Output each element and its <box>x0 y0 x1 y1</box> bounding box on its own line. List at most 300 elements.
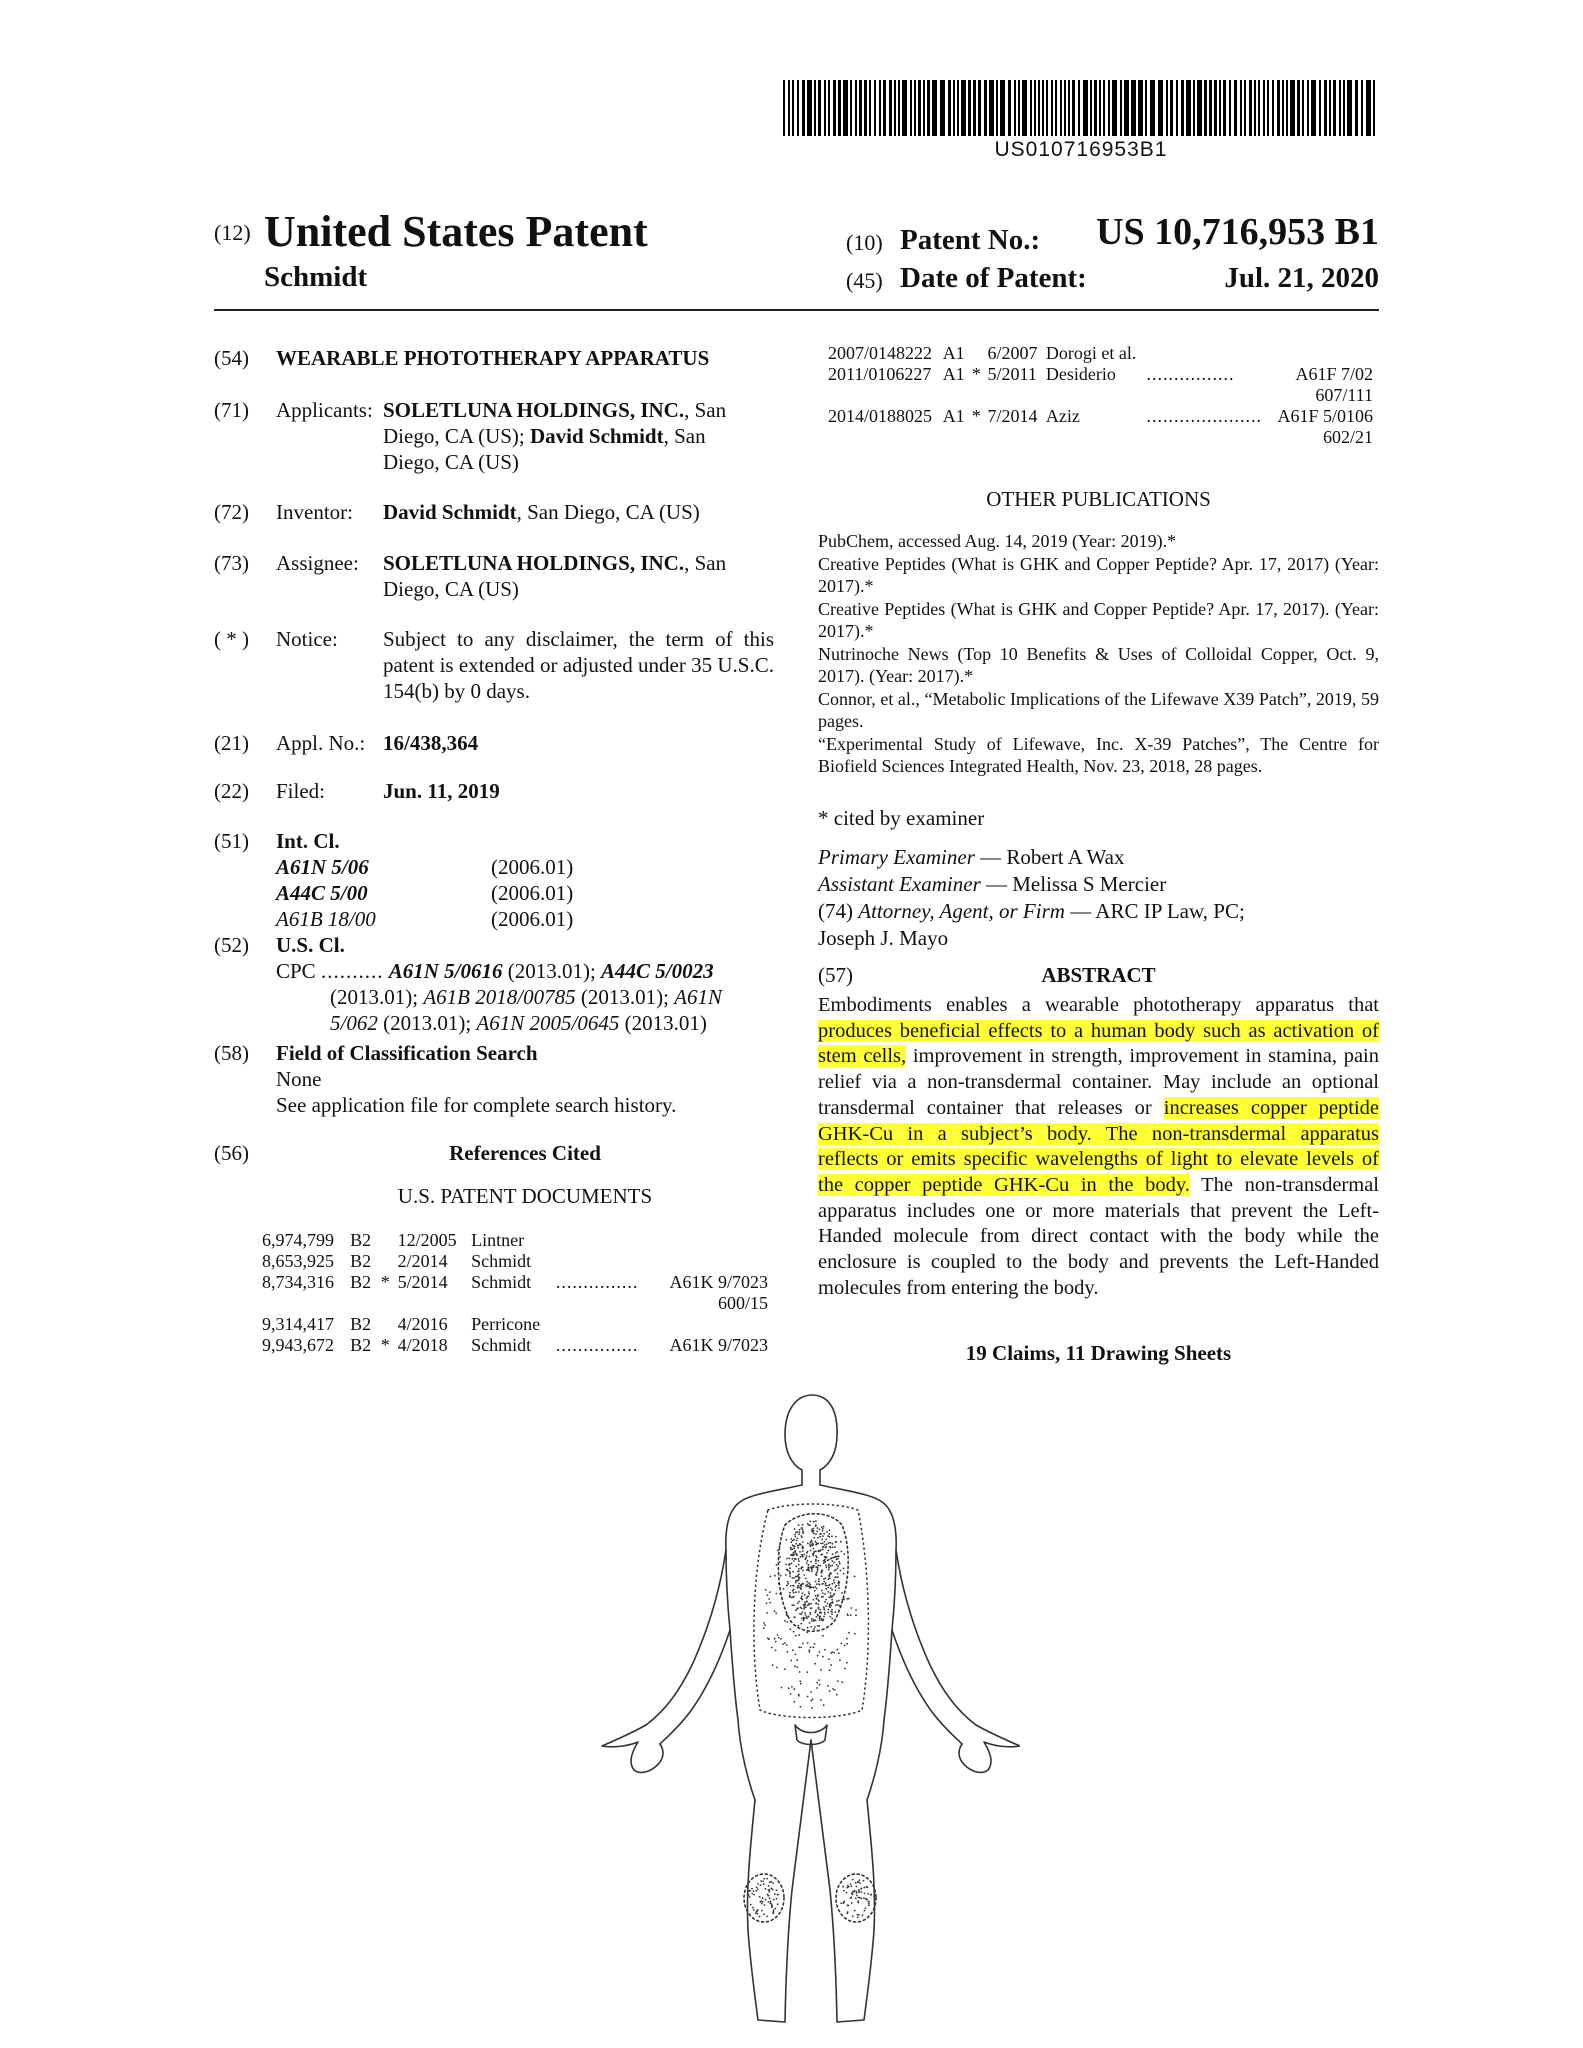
ref-kind: B2 <box>350 1251 372 1271</box>
code-10: (10) <box>846 230 883 255</box>
stipple-dot <box>818 1550 820 1552</box>
stipple-dot <box>800 1623 802 1625</box>
ref-dots: ................ <box>1146 364 1235 384</box>
stipple-dot <box>828 1542 830 1544</box>
barcode-bar <box>1083 80 1088 136</box>
stipple-dot <box>806 1584 808 1586</box>
stipple-dot <box>795 1553 797 1555</box>
stipple-dot <box>774 1908 776 1910</box>
stipple-dot <box>838 1561 840 1563</box>
abstract-heading: ABSTRACT <box>1041 963 1156 987</box>
stipple-dot <box>799 1531 801 1533</box>
stipple-dot <box>857 1914 859 1916</box>
stipple-dot <box>829 1690 831 1692</box>
stipple-dot <box>824 1649 826 1651</box>
stipple-dot <box>808 1591 810 1593</box>
stipple-dot <box>835 1590 837 1592</box>
stipple-dot <box>807 1569 809 1571</box>
stipple-dot <box>846 1638 848 1640</box>
stipple-dot <box>815 1611 817 1613</box>
applicant-2: David Schmidt <box>530 424 664 448</box>
stipple-dot <box>833 1652 835 1654</box>
barcode-bar <box>1209 80 1212 136</box>
stipple-dot <box>804 1605 806 1607</box>
stipple-dot <box>762 1881 764 1883</box>
stipple-dot <box>798 1558 800 1560</box>
ref-number: 8,734,316 <box>262 1272 334 1292</box>
stipple-dot <box>810 1561 812 1563</box>
stipple-dot <box>831 1651 833 1653</box>
patent-title: United States Patent <box>264 207 648 256</box>
stipple-dot <box>798 1533 800 1535</box>
stipple-dot <box>870 1894 872 1896</box>
stipple-dot <box>828 1533 830 1535</box>
stipple-dot <box>829 1577 831 1579</box>
ref-date: 4/2016 <box>397 1314 448 1334</box>
ref-dots <box>556 1314 656 1335</box>
ref-kind: B2 <box>350 1314 372 1334</box>
stipple-dot <box>835 1576 837 1578</box>
barcode-bar <box>788 80 790 136</box>
ref-date: 6/2007 <box>987 343 1038 363</box>
ref-kind: B2 <box>350 1272 372 1292</box>
barcode-bar <box>1046 80 1048 136</box>
stipple-dot <box>815 1616 817 1618</box>
stipple-dot <box>820 1699 822 1701</box>
stipple-dot <box>825 1539 827 1541</box>
appl-no-label: Appl. No.: <box>276 731 366 755</box>
applicant-2-loc2: Diego, CA (US) <box>383 450 519 474</box>
barcode-bar <box>1158 80 1163 136</box>
stipple-dot <box>811 1607 813 1609</box>
header-rule <box>214 309 1379 311</box>
stipple-dot <box>797 1570 799 1572</box>
stipple-dot <box>817 1566 819 1568</box>
stipple-dot <box>825 1588 827 1590</box>
ref-name: Schmidt <box>471 1335 532 1355</box>
barcode-bar <box>883 80 886 136</box>
ref-kind: A1 <box>942 406 965 426</box>
stipple-dot <box>760 1900 762 1902</box>
stipple-dot <box>840 1541 842 1543</box>
stipple-dot <box>798 1583 800 1585</box>
stipple-dot <box>829 1572 831 1574</box>
stipple-dot <box>854 1890 856 1892</box>
barcode-bar <box>807 80 812 136</box>
ref-class-secondary: 607/111 <box>1315 385 1373 405</box>
barcode-bar <box>1014 80 1016 136</box>
cpc-year-5: (2013.01) <box>619 1011 707 1035</box>
stipple-dot <box>835 1556 837 1558</box>
barcode-bar <box>1219 80 1221 136</box>
barcode-bar <box>1324 80 1327 136</box>
stipple-dot <box>822 1530 824 1532</box>
stipple-dot <box>855 1891 857 1893</box>
stipple-dot <box>801 1595 803 1597</box>
stipple-dot <box>840 1643 842 1645</box>
stipple-dot <box>811 1620 813 1622</box>
stipple-dot <box>813 1552 815 1554</box>
stipple-dot <box>757 1913 759 1915</box>
barcode-bar <box>879 80 881 136</box>
stipple-dot <box>807 1523 809 1525</box>
stipple-dot <box>811 1566 813 1568</box>
barcode-bar <box>1197 80 1202 136</box>
stipple-dot <box>773 1909 775 1911</box>
stipple-dot <box>828 1569 830 1571</box>
stipple-dot <box>807 1543 809 1545</box>
stipple-dot <box>764 1624 766 1626</box>
stipple-dot <box>814 1626 816 1628</box>
stipple-dot <box>805 1585 807 1587</box>
patent-number: US 10,716,953 B1 <box>1096 211 1379 253</box>
assistant-examiner-label: Assistant Examiner <box>818 872 981 896</box>
stipple-dot <box>825 1584 827 1586</box>
human-body-figure <box>580 1390 1020 2030</box>
stipple-dot <box>751 1888 753 1890</box>
attorney <box>818 898 1379 924</box>
ref-class-secondary: 600/15 <box>717 1293 768 1313</box>
stipple-dot <box>825 1564 827 1566</box>
stipple-dot <box>840 1570 842 1572</box>
barcode-bar <box>783 80 785 136</box>
stipple-dot <box>822 1528 824 1530</box>
stipple-dot <box>806 1555 808 1557</box>
stipple-dot <box>838 1555 840 1557</box>
ref-star: * <box>380 1272 390 1292</box>
stipple-dot <box>821 1539 823 1541</box>
stipple-dot <box>821 1571 823 1573</box>
stipple-dot <box>830 1664 832 1666</box>
stipple-dot <box>826 1556 828 1558</box>
stipple-dot <box>825 1599 827 1601</box>
stipple-dot <box>797 1587 799 1589</box>
stipple-dot <box>774 1893 776 1895</box>
barcode-bar <box>1181 80 1184 136</box>
stipple-dot <box>789 1575 791 1577</box>
stipple-dot <box>821 1619 823 1621</box>
stipple-dot <box>840 1551 842 1553</box>
stipple-dot <box>823 1608 825 1610</box>
stipple-dot <box>823 1533 825 1535</box>
stipple-dot <box>806 1552 808 1554</box>
stipple-dot <box>795 1635 797 1637</box>
stipple-dot <box>824 1593 826 1595</box>
ref-number: 8,653,925 <box>262 1251 334 1271</box>
stipple-dot <box>765 1888 767 1890</box>
barcode-bar <box>1204 80 1207 136</box>
stipple-dot <box>796 1540 798 1542</box>
stipple-dot <box>816 1572 818 1574</box>
stipple-dot <box>804 1612 806 1614</box>
ref-class <box>656 1314 774 1335</box>
stipple-dot <box>820 1549 822 1551</box>
stipple-dot <box>836 1649 838 1651</box>
stipple-dot <box>786 1558 788 1560</box>
stipple-dot <box>837 1680 839 1682</box>
stipple-dot <box>817 1594 819 1596</box>
barcode-bar <box>914 80 916 136</box>
barcode-bar <box>1034 80 1036 136</box>
stipple-dot <box>810 1603 812 1605</box>
stipple-dot <box>791 1548 793 1550</box>
stipple-dot <box>809 1614 811 1616</box>
patent-date: Jul. 21, 2020 <box>1224 262 1379 294</box>
stipple-dot <box>802 1550 804 1552</box>
stipple-dot <box>834 1689 836 1691</box>
stipple-dot <box>766 1602 768 1604</box>
stipple-dot <box>848 1632 850 1634</box>
ref-class-secondary: 602/21 <box>1322 427 1373 447</box>
barcode-bar <box>1108 80 1110 136</box>
stipple-dot <box>838 1587 840 1589</box>
field-search-none: None <box>276 1067 322 1091</box>
stipple-dot <box>813 1565 815 1567</box>
stipple-dot <box>768 1895 770 1897</box>
stipple-dot <box>831 1618 833 1620</box>
stipple-dot <box>800 1683 802 1685</box>
assignee-loc2: Diego, CA (US) <box>383 577 519 601</box>
stipple-dot <box>831 1583 833 1585</box>
stipple-dot <box>811 1707 813 1709</box>
stipple-dot <box>801 1527 803 1529</box>
stipple-dot <box>808 1651 810 1653</box>
stipple-dot <box>842 1886 844 1888</box>
stipple-dot <box>776 1564 778 1566</box>
stipple-dot <box>823 1616 825 1618</box>
stipple-dot <box>815 1560 817 1562</box>
stipple-dot <box>807 1642 809 1644</box>
primary-examiner <box>818 844 1379 870</box>
barcode-bar <box>1138 80 1143 136</box>
stipple-dot <box>823 1581 825 1583</box>
references-cited-label: References Cited <box>449 1141 601 1165</box>
stipple-dot <box>802 1524 804 1526</box>
barcode-bar <box>1060 80 1062 136</box>
primary-examiner-name: — Robert A Wax <box>974 845 1125 869</box>
stipple-dot <box>756 1886 758 1888</box>
stipple-dot <box>843 1553 845 1555</box>
stipple-dot <box>773 1911 775 1913</box>
field-22 <box>214 778 774 806</box>
stipple-dot <box>761 1903 763 1905</box>
stipple-dot <box>762 1897 764 1899</box>
stipple-dot <box>858 1879 860 1881</box>
us-cl-label: U.S. Cl. <box>276 933 345 957</box>
stipple-dot <box>793 1554 795 1556</box>
stipple-dot <box>764 1904 766 1906</box>
stipple-dot <box>798 1634 800 1636</box>
code-54: (54) <box>214 346 249 370</box>
stipple-dot <box>793 1577 795 1579</box>
stipple-dot <box>856 1892 858 1894</box>
int-cl-version: (2006.01) <box>491 855 574 879</box>
stipple-dot <box>850 1614 852 1616</box>
stipple-dot <box>809 1520 811 1522</box>
stipple-dot <box>789 1567 791 1569</box>
stipple-dot <box>850 1607 852 1609</box>
stipple-dot <box>807 1560 809 1562</box>
ref-class <box>1273 343 1379 364</box>
stipple-dot <box>800 1535 802 1537</box>
stipple-dot <box>819 1536 821 1538</box>
stipple-dot <box>801 1567 803 1569</box>
reference-row <box>262 1335 774 1356</box>
ref-number: 6,974,799 <box>262 1230 334 1250</box>
ref-name: Lintner <box>471 1230 525 1250</box>
barcode-bar <box>927 80 930 136</box>
barcode-bar <box>818 80 821 136</box>
stipple-dot <box>795 1591 797 1593</box>
stipple-dot <box>819 1617 821 1619</box>
stipple-dot <box>793 1616 795 1618</box>
inventor-label: Inventor: <box>276 500 353 524</box>
cited-by-examiner: * cited by examiner <box>818 806 985 830</box>
stipple-dot <box>757 1883 759 1885</box>
stipple-dot <box>831 1596 833 1598</box>
stipple-dot <box>790 1660 792 1662</box>
stipple-dot <box>795 1543 797 1545</box>
stipple-dot <box>829 1536 831 1538</box>
stipple-dot <box>834 1546 836 1548</box>
stipple-dot <box>768 1891 770 1893</box>
stipple-dot <box>769 1591 771 1593</box>
stipple-dot <box>787 1583 789 1585</box>
barcode-bar <box>1124 80 1129 136</box>
barcode-bar <box>1055 80 1057 136</box>
stipple-dot <box>825 1566 827 1568</box>
stipple-dot <box>828 1559 830 1561</box>
stipple-dot <box>819 1565 821 1567</box>
stipple-dot <box>847 1613 849 1615</box>
stipple-dot <box>827 1587 829 1589</box>
stipple-dot <box>792 1558 794 1560</box>
stipple-dot <box>811 1569 813 1571</box>
stipple-dot <box>854 1633 856 1635</box>
stipple-dot <box>800 1588 802 1590</box>
field-notice <box>214 626 774 706</box>
stipple-dot <box>837 1573 839 1575</box>
ref-class <box>656 1230 774 1251</box>
stipple-dot <box>813 1628 815 1630</box>
stipple-dot <box>807 1595 809 1597</box>
stipple-dot <box>797 1547 799 1549</box>
stipple-dot <box>775 1593 777 1595</box>
stipple-dot <box>816 1583 818 1585</box>
stipple-dot <box>769 1602 771 1604</box>
ref-date: 7/2014 <box>987 406 1038 426</box>
stipple-dot <box>813 1587 815 1589</box>
stipple-dot <box>814 1590 816 1592</box>
stipple-dot <box>831 1589 833 1591</box>
barcode-bar <box>1244 80 1246 136</box>
barcode-bar <box>1311 80 1316 136</box>
stipple-dot <box>800 1556 802 1558</box>
ref-date: 4/2018 <box>397 1335 448 1355</box>
stipple-dot <box>828 1658 830 1660</box>
cpc-year-1: (2013.01); <box>502 959 602 983</box>
stipple-dot <box>836 1694 838 1696</box>
stipple-dot <box>793 1592 795 1594</box>
stipple-dot <box>821 1583 823 1585</box>
ref-star: * <box>971 364 981 384</box>
stipple-dot <box>863 1897 865 1899</box>
stipple-dot <box>824 1613 826 1615</box>
stipple-dot <box>811 1587 813 1589</box>
stipple-dot <box>816 1527 818 1529</box>
stipple-dot <box>801 1608 803 1610</box>
field-52 <box>214 932 774 1036</box>
stipple-dot <box>826 1531 828 1533</box>
stipple-dot <box>789 1573 791 1575</box>
notice-text: Subject to any disclaimer, the term of this patent is extended or adjusted under 35 U.S.C. 154(b) by 0 days. <box>383 627 774 703</box>
stipple-dot <box>859 1897 861 1899</box>
stipple-dot <box>803 1574 805 1576</box>
ref-dots <box>556 1230 656 1251</box>
ref-kind: A1 <box>942 343 965 363</box>
reference-row <box>262 1272 774 1293</box>
stipple-dot <box>805 1578 807 1580</box>
barcode-bar <box>1302 80 1304 136</box>
stipple-dot <box>828 1591 830 1593</box>
barcode-bar <box>1112 80 1117 136</box>
stipple-dot <box>788 1564 790 1566</box>
stipple-dot <box>814 1541 816 1543</box>
stipple-dot <box>855 1614 857 1616</box>
barcode-bar <box>989 80 994 136</box>
field-search-label: Field of Classification Search <box>276 1041 538 1065</box>
stipple-dot <box>837 1558 839 1560</box>
filed-date: Jun. 11, 2019 <box>383 779 500 803</box>
notice-label: Notice: <box>276 627 338 651</box>
barcode-bar <box>838 80 841 136</box>
barcode-bar <box>889 80 892 136</box>
stipple-dot <box>824 1559 826 1561</box>
stipple-dot <box>821 1590 823 1592</box>
ref-star <box>381 1230 398 1251</box>
stipple-dot <box>795 1536 797 1538</box>
stipple-dot <box>786 1585 788 1587</box>
stipple-dot <box>769 1897 771 1899</box>
barcode-bar <box>859 80 862 136</box>
stipple-dot <box>804 1601 806 1603</box>
stipple-dot <box>811 1528 813 1530</box>
barcode-bar <box>1131 80 1136 136</box>
code-22: (22) <box>214 779 249 803</box>
stipple-dot <box>789 1592 791 1594</box>
stipple-dot <box>827 1685 829 1687</box>
stipple-dot <box>868 1903 870 1905</box>
stipple-dot <box>831 1560 833 1562</box>
us-references-table <box>262 1230 774 1356</box>
stipple-dot <box>806 1562 808 1564</box>
stipple-dot <box>749 1890 751 1892</box>
stipple-dot <box>775 1650 777 1652</box>
stipple-dot <box>837 1604 839 1606</box>
stipple-dot <box>797 1580 799 1582</box>
stipple-dot <box>790 1628 792 1630</box>
stipple-dot <box>820 1669 822 1671</box>
stipple-dot <box>834 1611 836 1613</box>
stipple-dot <box>815 1602 817 1604</box>
stipple-dot <box>797 1602 799 1604</box>
stipple-dot <box>826 1543 828 1545</box>
stipple-dot <box>858 1889 860 1891</box>
stipple-dot <box>822 1656 824 1658</box>
code-21: (21) <box>214 731 249 755</box>
stipple-dot <box>852 1879 854 1881</box>
stipple-dot <box>803 1618 805 1620</box>
